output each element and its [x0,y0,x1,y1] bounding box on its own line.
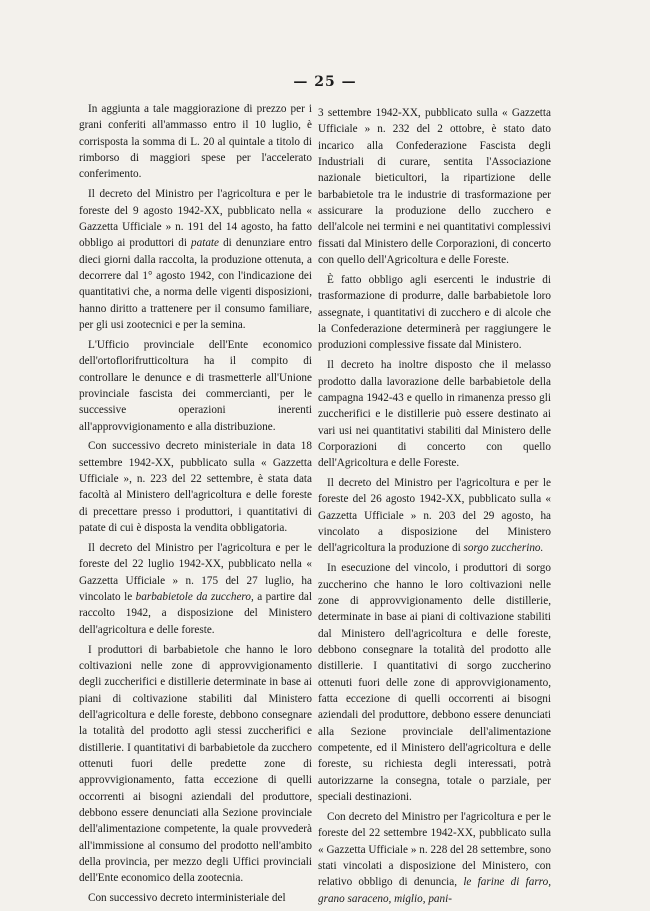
paragraph: In aggiunta a tale maggiorazione di prezzo per i grani conferiti all'ammasso entro il 10 luglio, è corrisposta la somma di L. 20 al quintale a titolo di rimborso di maggiori spese per l'accelerato conferimento. [79,103,312,181]
paragraph: Con successivo decreto interministeriale del [88,892,286,905]
right-column [318,105,551,911]
page-number: — 25 — [293,74,357,90]
paragraph: Il decreto ha inoltre disposto che il melasso prodotto dalla lavorazione delle barbabietole della campagna 1942-43 e quello in rimanenza presso gli zuccherifici e le distillerie può essere destinato ai vari usi nei quantitativi stabiliti dal Ministero delle Corporazioni di concerto con quello dell'Agricoltura e delle Foreste. [318,359,551,470]
emphasis: patate [191,237,219,250]
paragraph: Il decreto del Ministro per l'agricoltura e per le foreste del 22 luglio 1942-XX, pubblicato nella « Gazzetta Ufficiale » n. 175 del 27 luglio, ha vincolato le barbabietole da zucchero, a partire dal raccolto 1942, a disposizione del Ministero dell'agricoltura e delle foreste. [79,541,313,636]
paragraph: Il decreto del Ministro per l'agricoltura e per le foreste del 9 agosto 1942-XX, pubblicato nella « Gazzetta Ufficiale » n. 191 del 14 agosto, ha fatto obbligo ai produttori di patate di denunziare entro dieci giorni dalla raccolta, la produzione ottenuta, a decorrere dal 1° agosto 1942, con l'indicazione dei quantitativi che, a norma delle vigenti disposizioni, hanno diritto a trattenere per il consumo familiare, per gli usi zootecnici e per la semina. [79,188,312,331]
paragraph: In esecuzione del vincolo, i produttori di sorgo zuccherino che hanno le loro coltivazioni nelle zone di approvvigionamento delle distillerie, determinate in base ai piani di coltivazione stabiliti dal Ministero dell'agricoltura e delle foreste, debbono consegnare la totalità del prodotto alle distillerie. I quantitativi di sorgo zuccherino ottenuti fuori delle zone di approvvigionamento, fatta eccezione di quelli occorrenti ai bisogni aziendali del produttore, debbono essere denunciati alla Sezione provinciale dell'alimentazione competente, ed il Ministero dell'agricoltura e delle foreste, su richiesta degli interessati, potrà autorizzarne la consegna, totale o parziale, per speciali destinazioni. [318,562,551,804]
paragraph: I produttori di barbabietole che hanno le loro coltivazioni nelle zone di approvvigionamento degli zuccherifici e distillerie determinate in base ai piani di coltivazione stabiliti dal Ministero dell'agricoltura e delle foreste, debbono consegnare la totalità del prodotto agli stessi zuccherifici e distillerie. I quantitativi di barbabietole da zucchero ottenuti fuori delle predette zone di approvvigionamento, fatta eccezione di quelli occorrenti ai bisogni aziendali del produttore, debbono essere denunciati alla Sezione provinciale dell'alimentazione competente, la quale provvederà all'immissione al consumo del prodotto nell'ambito della provincia, per mezzo degli Uffici provinciali dell'Ente economico della zootecnia. [79,643,312,885]
paragraph: 3 settembre 1942-XX, pubblicato sulla « Gazzetta Ufficiale » n. 232 del 2 ottobre, è stato dato incarico alla Confederazione Fascista degli Industriali di curare, sentita l'Associazione nazionale bieticultori, la ripartizione delle barbabietole tra le industrie di trasformazione per assicurare la produzione dello zucchero e dell'alcole nei termini e nei quantitativi complessivi fissati dal Ministero delle Corporazioni, di concerto con quello dell'Agricoltura e delle Foreste. [318,107,551,267]
paragraph: Con decreto del Ministro per l'agricoltura e per le foreste del 22 settembre 1942-XX, pubblicato sulla « Gazzetta Ufficiale » n. 228 del 28 settembre, sono stati vincolati a disposizione del Ministero, con relativo obbligo di denuncia, le farine di farro, grano saraceno, miglio, pani- [318,810,552,905]
emphasis: le farine di farro, grano saraceno, miglio, pani- [318,876,552,905]
emphasis: barbabietole da zucchero, [135,590,254,603]
paragraph: Il decreto del Ministro per l'agricoltura e per le foreste del 26 agosto 1942-XX, pubblicato sulla « Gazzetta Ufficiale » n. 203 del 29 agosto, ha vincolato a disposizione del Ministero dell'agricoltura la produzione di sorgo zuccherino. [318,477,551,555]
emphasis: sorgo zuccherino. [463,542,544,555]
paragraph: Con successivo decreto ministeriale in data 18 settembre 1942-XX, pubblicato sulla « Gazzetta Ufficiale », n. 223 del 22 settembre, è stata data facoltà al Ministero dell'agricoltura e delle foreste di precettare presso i produttori, i quantitativi di patate di cui è disposta la vendita obbligatoria. [79,440,312,535]
paragraph: L'Ufficio provinciale dell'Ente economico dell'ortoflorifrutticoltura ha il compito di controllare le denunce e di trasmetterle all'Unione provinciale fascista dei commercianti, per le successive operazioni inerenti all'approvvigionamento e alla distribuzione. [79,338,312,433]
left-column [79,101,312,910]
paragraph: È fatto obbligo agli esercenti le industrie di trasformazione di produrre, dalle barbabietole loro assegnate, i quantitativi di zucchero e di alcole che la Confederazione determinerà per raggiungere le produzioni complessive fissate dal Ministero. [318,273,551,352]
